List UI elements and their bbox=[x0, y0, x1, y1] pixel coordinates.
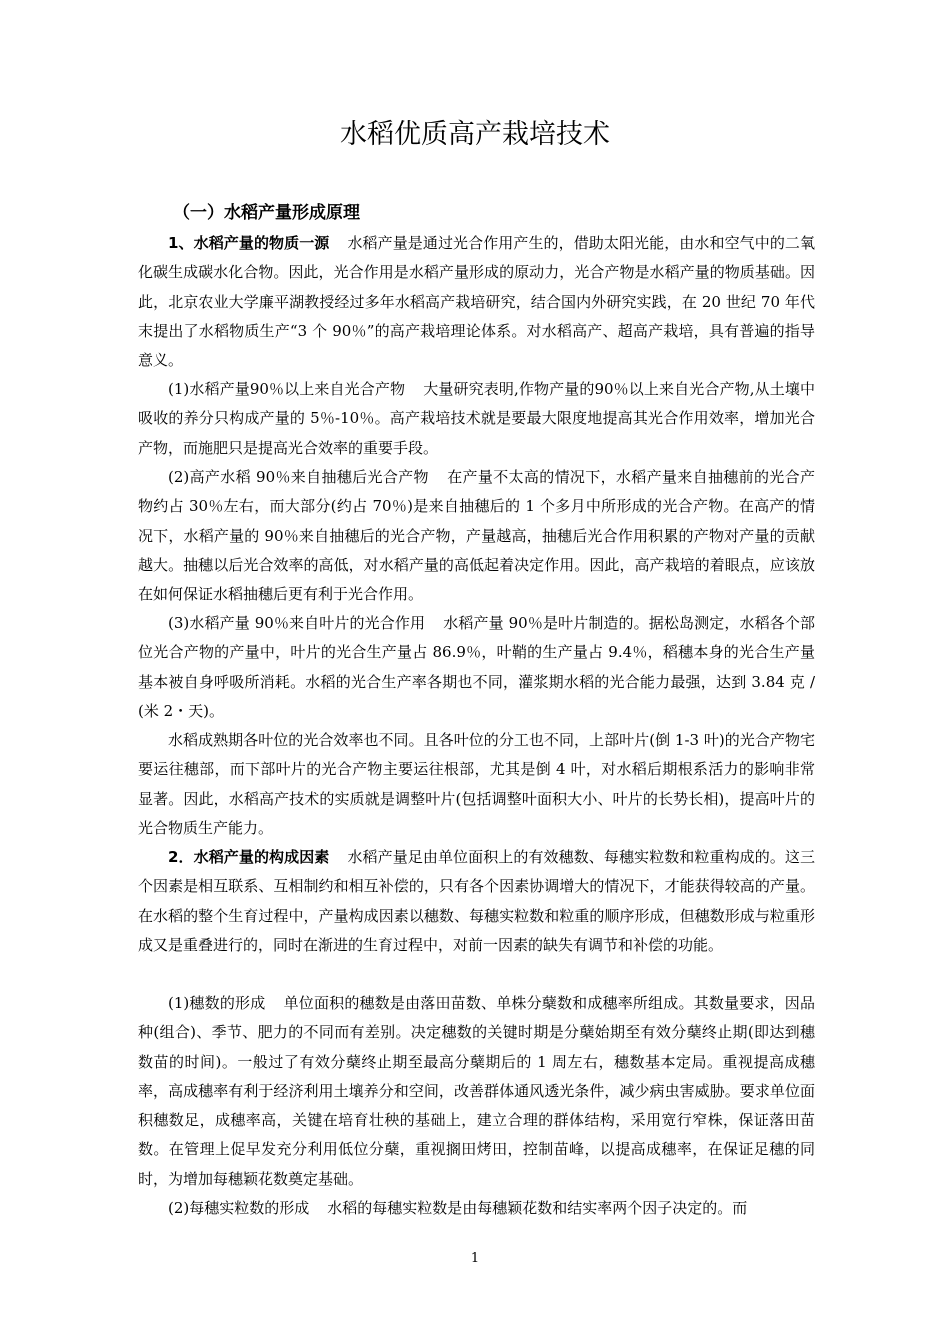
paragraph-lead: (3)水稻产量 90％来自叶片的光合作用 bbox=[168, 614, 426, 632]
paragraph bbox=[138, 229, 815, 375]
paragraph bbox=[138, 843, 815, 989]
paragraph-text: 水稻产量 90％是叶片制造的。据松岛测定，水稻各个部位光合产物的产量中，叶片的光合生产量占 86.9％，叶鞘的生产量占 9.4％，稻穗本身的光合生产量基本被自身呼吸所消耗。水稻的光合生产率各期也不同，灌浆期水稻的光合能力最强，达到 3.84 克 / (米 2・天)。 bbox=[138, 614, 815, 720]
paragraph-lead: (2)高产水稻 90％来自抽穗后光合产物 bbox=[168, 468, 429, 486]
document-title: 水稻优质高产栽培技术 bbox=[340, 119, 610, 150]
paragraph-text: 水稻成熟期各叶位的光合效率也不同。且各叶位的分工也不同，上部叶片(倒 1-3 叶)的光合产物宅要运往穗部，而下部叶片的光合产物主要运往根部，尤其是倒 4 叶，对水稻后期根系活力的影响非常显著。因此，水稻高产技术的实质就是调整叶片(包括调整叶面积大小、叶片的长势长相)，提高叶片的光合物质生产能力。 bbox=[138, 731, 815, 837]
page-number: 1 bbox=[470, 1251, 480, 1266]
document-body bbox=[138, 229, 815, 1223]
paragraph-lead: 2．水稻产量的构成因素 bbox=[168, 848, 330, 866]
paragraph bbox=[138, 1194, 815, 1223]
paragraph-text: 水稻的每穗实粒数是由每穗颖花数和结实率两个因子决定的。而 bbox=[327, 1199, 748, 1217]
paragraph-text: 水稻产量足由单位面积上的有效穗数、每穗实粒数和粒重构成的。这三个因素是相互联系、互相制约和相互补偿的，只有各个因素协调增大的情况下，才能获得较高的产量。在水稻的整个生育过程中，产量构成因素以穗数、每穗实粒数和粒重的顺序形成，但穗数形成与粒重形成又是重叠进行的，同时在渐进的生育过程中，对前一因素的缺失有调节和补偿的功能。 bbox=[138, 848, 815, 954]
paragraph-text: 单位面积的穗数是由落田苗数、单株分蘖数和成穗率所组成。其数量要求，因品种(组合)、季节、肥力的不同而有差别。决定穗数的关键时期是分蘖始期至有效分蘖终止期(即达到穗数苗的时间)。一般过了有效分蘖终止期至最高分蘖期后的 1 周左右，穗数基本定局。重视提高成穗率，高成穗率有利于经济利用土壤养分和空间，改善群体通风透光条件，减少病虫害威胁。要求单位面积穗数足，成穗率高，关键在培育壮秧的基础上，建立合理的群体结构，采用宽行窄株，保证落田苗数。在管理上促早发充分利用低位分蘖，重视搁田烤田，控制苗峰，以提高成穗率，在保证足穗的同时，为增加每穗颖花数奠定基础。 bbox=[138, 994, 815, 1188]
paragraph bbox=[138, 375, 815, 463]
paragraph bbox=[138, 609, 815, 726]
paragraph-lead: (1)穗数的形成 bbox=[168, 994, 266, 1012]
paragraph-text: 水稻产量是通过光合作用产生的，借助太阳光能，由水和空气中的二氧化碳生成碳水化合物。因此，光合作用是水稻产量形成的原动力，光合产物是水稻产量的物质基础。因此，北京农业大学廉平湖教授经过多年水稻高产栽培研究，结合国内外研究实践，在 20 世纪 70 年代末提出了水稻物质生产“3 个 90％”的高产栽培理论体系。对水稻高产、超高产栽培，具有普遍的指导意义。 bbox=[138, 234, 815, 370]
paragraph-lead: (1)水稻产量90％以上来自光合产物 bbox=[168, 380, 406, 398]
paragraph bbox=[138, 726, 815, 843]
section-heading: （一）水稻产量形成原理 bbox=[173, 203, 360, 223]
paragraph-text: 在产量不太高的情况下，水稻产量来自抽穗前的光合产物约占 30％左右，而大部分(约占 70％)是来自抽穗后的 1 个多月中所形成的光合产物。在高产的情况下，水稻产量的 90％来自抽穗后的光合产物，产量越高，抽穗后光合作用积累的产物对产量的贡献越大。抽穗以后光合效率的高低，对水稻产量的高低起着决定作用。因此，高产栽培的着眼点，应该放在如何保证水稻抽穗后更有利于光合作用。 bbox=[138, 468, 815, 604]
paragraph-lead: (2)每穗实粒数的形成 bbox=[168, 1199, 310, 1217]
paragraph bbox=[138, 463, 815, 609]
paragraph bbox=[138, 989, 815, 1194]
paragraph-lead: 1、水稻产量的物质一源 bbox=[168, 234, 330, 252]
paragraph-text: 大量研究表明,作物产量的90％以上来自光合产物,从土壤中吸收的养分只构成产量的 5％-10％。高产栽培技术就是要最大限度地提高其光合作用效率，增加光合产物，而施肥只是提高光合效率的重要手段。 bbox=[138, 380, 815, 457]
